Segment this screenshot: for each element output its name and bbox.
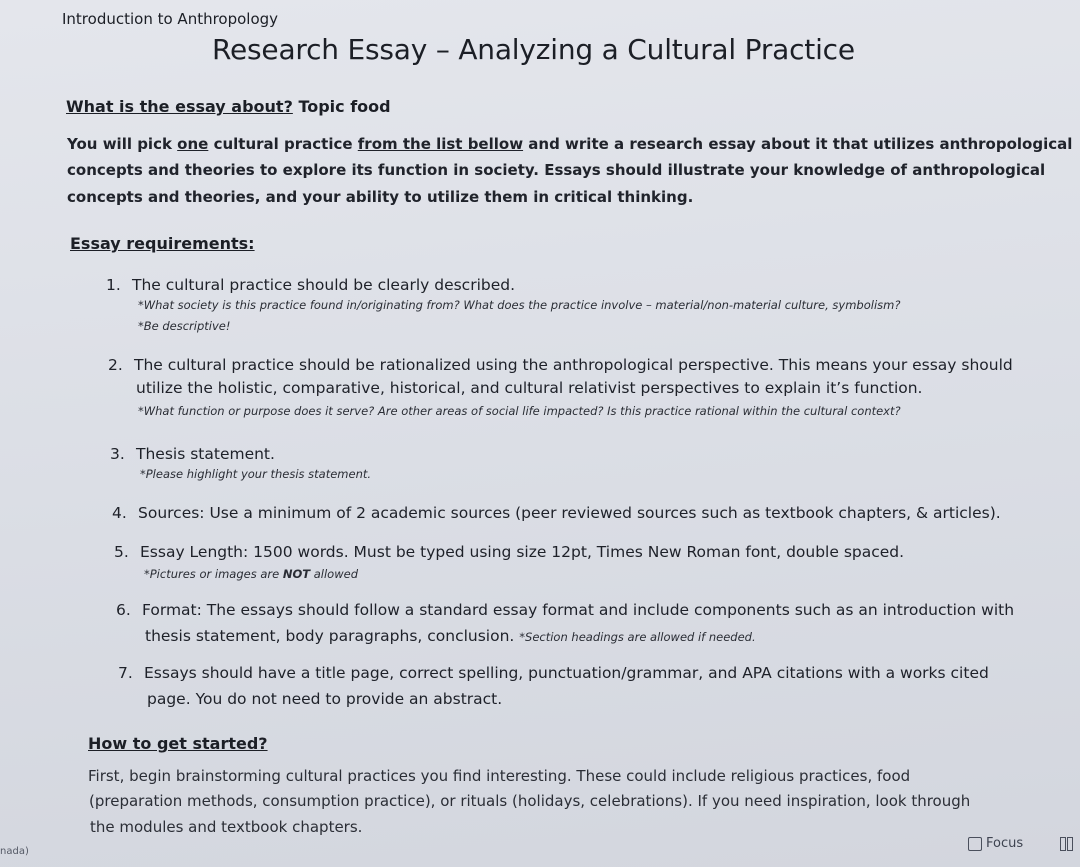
requirement-2: 2. The cultural practice should be rationalized using the anthropological perspective. This means your essay should: [108, 356, 1013, 374]
requirement-3-note: *Please highlight your thesis statement.: [140, 467, 372, 481]
focus-icon: [968, 837, 982, 851]
getting-started-line-3: the modules and textbook chapters.: [90, 818, 363, 836]
intro-line-3: concepts and theories, and your ability to utilize them in critical thinking.: [67, 188, 694, 206]
requirement-7: 7. Essays should have a title page, correct spelling, punctuation/grammar, and APA citations with a works cited: [118, 664, 989, 682]
status-left-label: nada): [0, 846, 29, 857]
essay-about-heading: [66, 97, 391, 116]
intro-line-2: concepts and theories to explore its function in society. Essays should illustrate your knowledge of anthropological: [67, 161, 1046, 179]
requirement-1-note-2: *Be descriptive!: [138, 319, 231, 333]
intro-one: one: [177, 135, 209, 153]
requirement-7-line-2: page. You do not need to provide an abstract.: [147, 690, 503, 708]
intro-line-1: You will pick one cultural practice from the list bellow and write a research essay about it that utilizes anthropological: [67, 135, 1073, 153]
requirement-1-note-1: *What society is this practice found in/originating from? What does the practice involve – material/non-material culture, symbolism?: [138, 298, 901, 312]
requirement-5-note: *Pictures or images are NOT allowed: [144, 567, 359, 581]
requirement-6-note: *Section headings are allowed if needed.: [519, 630, 756, 644]
requirement-1: 1. The cultural practice should be clearly described.: [106, 276, 516, 294]
course-name: Introduction to Anthropology: [62, 10, 279, 28]
essay-about-question: What is the essay about?: [66, 97, 293, 116]
requirement-6-line-2: thesis statement, body paragraphs, conclusion. *Section headings are allowed if needed.: [145, 627, 756, 645]
getting-started-line-1: First, begin brainstorming cultural practices you find interesting. These could include religious practices, food: [88, 767, 911, 785]
requirement-2-note: *What function or purpose does it serve? Are other areas of social life impacted? Is this practice rational within the cultural context?: [138, 404, 901, 418]
intro-list-link: from the list bellow: [357, 135, 524, 153]
getting-started-heading: How to get started?: [88, 734, 268, 753]
requirement-3: 3. Thesis statement.: [110, 445, 275, 463]
essay-topic: Topic food: [298, 97, 391, 116]
requirement-5: 5. Essay Length: 1500 words. Must be typed using size 12pt, Times New Roman font, double spaced.: [114, 543, 905, 561]
focus-button[interactable]: [968, 836, 1023, 851]
read-mode-icon[interactable]: [1060, 836, 1076, 852]
getting-started-line-2: (preparation methods, consumption practice), or rituals (holidays, celebrations). If you need inspiration, look through: [89, 792, 971, 810]
requirement-6: 6. Format: The essays should follow a standard essay format and include components such as an introduction with: [116, 601, 1015, 619]
requirements-heading: Essay requirements:: [70, 234, 255, 253]
requirement-4: 4. Sources: Use a minimum of 2 academic sources (peer reviewed sources such as textbook chapters, & articles).: [112, 504, 1001, 522]
essay-title: Research Essay – Analyzing a Cultural Practice: [212, 33, 855, 66]
requirement-2-line-2: utilize the holistic, comparative, historical, and cultural relativist perspectives to explain it’s function.: [136, 379, 923, 397]
focus-label: Focus: [986, 836, 1024, 851]
